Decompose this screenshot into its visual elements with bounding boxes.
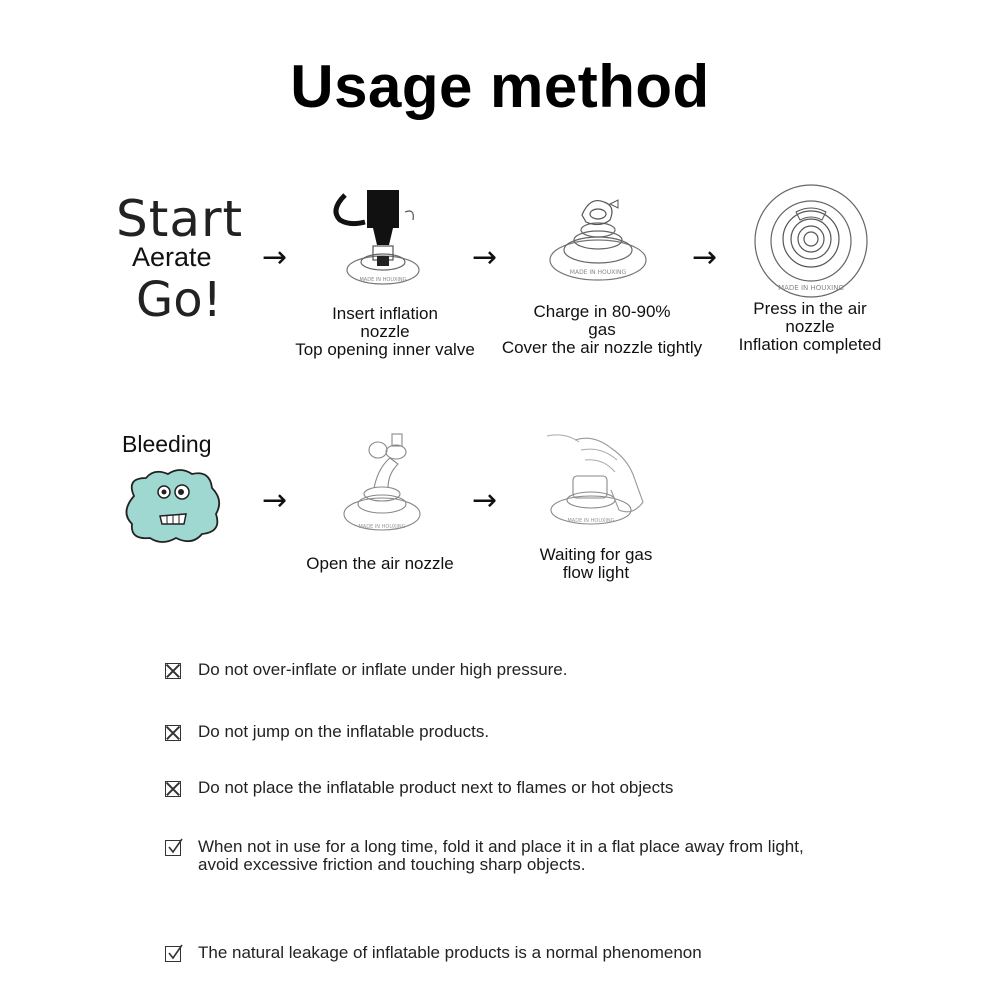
warning-item [165, 661, 567, 679]
tip-item [165, 838, 804, 874]
x-box-icon [165, 725, 181, 741]
aerate-text: Aerate [132, 242, 212, 272]
arrow-icon: → [472, 240, 498, 275]
caption-line: Charge in 80-90% [533, 302, 671, 321]
open-nozzle-illustration-icon [338, 428, 428, 536]
start-text: Start [116, 190, 244, 248]
charge-gas-illustration-icon [540, 190, 660, 290]
valve-stamp-text: MADE IN HOUXING [358, 524, 406, 530]
page-title: Usage method [290, 53, 710, 120]
tip-line: When not in use for a long time, fold it and place it in a flat place away from light, [198, 837, 804, 856]
caption-line: nozzle [785, 317, 835, 336]
valve-stamp-text: MADE IN HOUXING [567, 518, 615, 524]
step-open-nozzle-caption [290, 555, 470, 573]
x-box-icon [165, 781, 181, 797]
step-waiting-gas-caption [510, 546, 682, 582]
warning-text: Do not jump on the inflatable products. [198, 722, 490, 741]
arrow-icon: → [692, 240, 718, 275]
warning-text: Do not place the inflatable product next to flames or hot objects [198, 778, 674, 797]
gas-flow-illustration-icon [545, 430, 650, 530]
insert-nozzle-illustration-icon [325, 190, 435, 290]
tip-line: avoid excessive friction and touching sharp objects. [198, 855, 586, 874]
caption-line: nozzle [360, 322, 410, 341]
cloud-face-icon [120, 466, 226, 546]
caption-line: Inflation completed [738, 335, 882, 354]
caption-line: gas [588, 320, 616, 339]
arrow-icon: → [472, 483, 498, 518]
caption-line: Cover the air nozzle tightly [501, 338, 703, 357]
x-box-icon [165, 663, 181, 679]
warning-item [165, 723, 489, 741]
arrow-icon: → [262, 483, 288, 518]
step-press-nozzle-caption [720, 300, 900, 354]
bleeding-label: Bleeding [122, 431, 212, 457]
check-box-icon [165, 946, 181, 962]
caption-line: Press in the air [753, 299, 867, 318]
caption-line: Open the air nozzle [306, 554, 454, 573]
tip-text [198, 838, 804, 874]
step-charge-gas-caption [492, 303, 712, 357]
caption-line: flow light [562, 563, 630, 582]
tip-text: The natural leakage of inflatable products is a normal phenomenon [198, 943, 702, 962]
warning-text: Do not over-inflate or inflate under high pressure. [198, 660, 568, 679]
caption-line: Waiting for gas [539, 545, 653, 564]
tip-item [165, 944, 702, 962]
go-text: Go! [136, 272, 222, 328]
check-box-icon [165, 840, 181, 856]
press-nozzle-illustration-icon [752, 182, 870, 300]
arrow-icon: → [262, 240, 288, 275]
valve-stamp-text: MADE IN HOUXING [569, 269, 627, 276]
caption-line: Insert inflation [332, 304, 438, 323]
valve-stamp-text: MADE IN HOUXING [359, 277, 407, 283]
warning-item [165, 779, 673, 797]
step-insert-nozzle-caption [280, 305, 490, 359]
valve-stamp-text: MADE IN HOUXING [778, 284, 844, 292]
caption-line: Top opening inner valve [295, 340, 475, 359]
